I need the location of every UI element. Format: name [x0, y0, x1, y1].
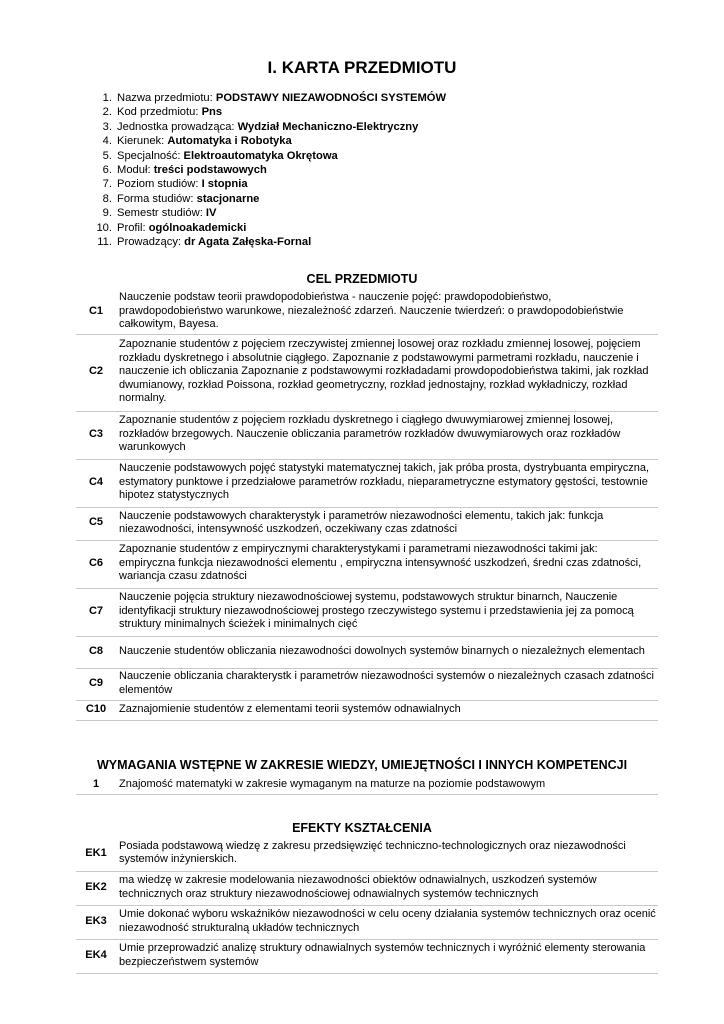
info-item: 7. Poziom studiów: I stopnia [102, 178, 248, 191]
wymagania-table [76, 776, 658, 795]
table-row [76, 588, 658, 636]
row-text: Nauczenie obliczania charakterystk i parametrów niezawodności systemów o niezależnych czasach zdatności elementów [116, 668, 658, 700]
row-text: Nauczenie podstaw teorii prawdopodobieństwa - nauczenie pojęć: prawdopodobieństwo, prawdopodobieństwo warunkowe, niezależność zdarzeń. Nauczenie twierdzeń: o prawdopodobieństwie całkowitym, Bayesa. [116, 290, 658, 334]
table-row [76, 871, 658, 905]
row-code: 1 [76, 776, 116, 794]
row-text: Nauczenie podstawowych charakterystyk i parametrów niezawodności elementu, takich jak: funkcja niezawodności, intensywność uszkodzeń, oczekiwany czas zdatności [116, 507, 658, 540]
table-row [76, 411, 658, 459]
row-code: C9 [76, 668, 116, 700]
row-code: EK3 [76, 905, 116, 939]
table-row [76, 837, 658, 871]
info-item: 11. Prowadzący: dr Agata Załęska-Fornal [97, 236, 312, 249]
table-row [76, 776, 658, 794]
row-text: ma wiedzę w zakresie modelowania niezawodności obiektów odnawialnych, uszkodzeń systemów technicznych oraz struktury niezawodnościowej odnawialnych systemów technicznych [116, 871, 658, 905]
table-row [76, 939, 658, 973]
course-info-list [80, 91, 446, 249]
table-row [76, 905, 658, 939]
cel-table [76, 290, 658, 721]
info-item: 10. Profil: ogólnoakademicki [96, 221, 247, 234]
section-title-wymagania: WYMAGANIA WSTĘPNE W ZAKRESIE WIEDZY, UMIEJĘTNOŚCI I INNYCH KOMPETENCJI [96, 758, 628, 772]
row-text: Posiada podstawową wiedzę z zakresu przedsięwzięć techniczno-technologicznych oraz niezawodności systemów inżynierskich. [116, 837, 658, 871]
row-code: EK1 [76, 837, 116, 871]
table-row [76, 540, 658, 588]
info-item: 8. Forma studiów: stacjonarne [102, 192, 260, 205]
row-text: Zapoznanie studentów z pojęciem rozkładu dyskretnego i ciągłego dwuwymiarowej zmiennej losowej, rozkładów brzegowych. Nauczenie obliczania parametrów rozkładów dwuwymiarowych oraz rozkładów warunkowych [116, 411, 658, 459]
section-title-efekty: EFEKTY KSZTAŁCENIA [292, 821, 432, 835]
table-row [76, 668, 658, 700]
table-row [76, 290, 658, 334]
info-item: 9. Semestr studiów: IV [102, 207, 217, 220]
section-title-cel: CEL PRZEDMIOTU [306, 272, 418, 286]
row-text: Umie dokonać wyboru wskaźników niezawodności w celu oceny działania systemów technicznych oraz ocenić niezawodność strukturalną układów technicznych [116, 905, 658, 939]
row-text: Znajomość matematyki w zakresie wymaganym na maturze na poziomie podstawowym [116, 776, 658, 794]
table-row [76, 459, 658, 507]
row-text: Nauczenie studentów obliczania niezawodności dowolnych systemów binarnych o niezależnych elementach [116, 636, 658, 668]
info-item: 5. Specjalność: Elektroautomatyka Okrętowa [102, 149, 338, 162]
info-item: 3. Jednostka prowadząca: Wydział Mechaniczno-Elektryczny [102, 120, 419, 133]
row-text: Umie przeprowadzić analizę struktury odnawialnych systemów technicznych i wyróżnić elementy sterowania bezpieczeństwem systemów [116, 939, 658, 973]
info-item: 2. Kod przedmiotu: Pns [102, 106, 223, 119]
table-row [76, 334, 658, 411]
efekty-table [76, 837, 658, 974]
row-code: C1 [76, 290, 116, 334]
row-text: Zaznajomienie studentów z elementami teorii systemów odnawialnych [116, 700, 658, 720]
row-code: C10 [76, 700, 116, 720]
row-code: C4 [76, 459, 116, 507]
row-code: C6 [76, 540, 116, 588]
row-code: C2 [76, 334, 116, 411]
table-row [76, 700, 658, 720]
row-text: Zapoznanie studentów z empirycznymi charakterystykami i parametrami niezawodności takimi jak: empiryczna funkcja niezawodności elementu , empiryczna intensywność uszkodzeń, średni czas zdatności, wariancja czasu zdatności [116, 540, 658, 588]
row-code: C3 [76, 411, 116, 459]
info-item: 4. Kierunek: Automatyka i Robotyka [102, 135, 292, 148]
row-code: C8 [76, 636, 116, 668]
row-code: C7 [76, 588, 116, 636]
row-text: Nauczenie podstawowych pojęć statystyki matematycznej takich, jak próba prosta, dystrybuanta empiryczna, estymatory punktowe i przedziałowe parametrów rozkładu, nieparametryczne estymatory gęstości, testownie hipotez statystycznych [116, 459, 658, 507]
row-code: C5 [76, 507, 116, 540]
row-text: Nauczenie pojęcia struktury niezawodnościowej systemu, podstawowych struktur binarnch, Nauczenie identyfikacji struktury niezawodnościowej prostego rzeczywistego systemu i przedstawienia jej za pomocą struktury minimalnych ścieżek i minimalnych cięć [116, 588, 658, 636]
row-code: EK4 [76, 939, 116, 973]
page-title: I. KARTA PRZEDMIOTU [267, 58, 457, 77]
table-row [76, 636, 658, 668]
info-item: 1. Nazwa przedmiotu: PODSTAWY NIEZAWODNOŚCI SYSTEMÓW [102, 92, 447, 104]
row-code: EK2 [76, 871, 116, 905]
table-row [76, 507, 658, 540]
row-text: Zapoznanie studentów z pojęciem rzeczywistej zmiennej losowej oraz rozkładu zmiennej losowej, pojęciem rozkładu dyskretnego i absolutnie ciągłego. Zapoznanie z podstawowymi parmetrami rozkładu, nauczenie i nauczenie ich obliczania Zapoznanie z podstawowymi rozkładadami prowdopodobieństwa takimi, jak rozkład dwumianowy, rozkład Poissona, rozkład geometryczny, rozkład jednostajny, rozkład wykładniczy, rozkład normalny. [116, 334, 658, 411]
info-item: 6. Moduł: treści podstawowych [102, 164, 267, 177]
